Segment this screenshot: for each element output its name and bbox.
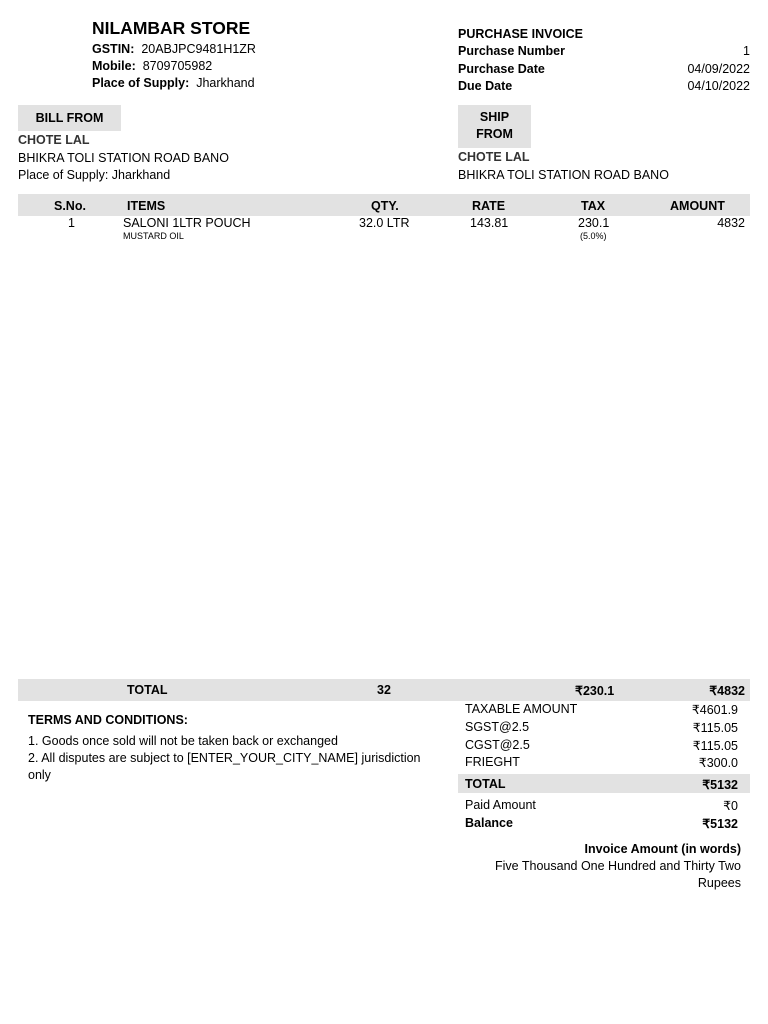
amount-in-words-line-1: Five Thousand One Hundred and Thirty Two bbox=[495, 859, 741, 873]
summary-total-value: ₹5132 bbox=[702, 778, 738, 792]
row-tax: 230.1 bbox=[578, 216, 610, 230]
totals-tax: ₹230.1 bbox=[575, 684, 615, 698]
header-rate: RATE bbox=[472, 199, 506, 213]
gstin-label: GSTIN: bbox=[92, 42, 135, 56]
amount-in-words-line-2: Rupees bbox=[697, 876, 741, 890]
amount-in-words-label: Invoice Amount (in words) bbox=[584, 842, 741, 856]
header-amount: AMOUNT bbox=[670, 199, 725, 213]
sgst-value: ₹115.05 bbox=[692, 721, 738, 735]
row-amount: 4832 bbox=[717, 216, 745, 230]
supply-value: Jharkhand bbox=[196, 76, 255, 90]
terms-line-2: 2. All disputes are subject to [ENTER_YOUR_CITY_NAME] jurisdiction only bbox=[28, 751, 421, 782]
mobile-label: Mobile: bbox=[92, 59, 136, 73]
row-sno: 1 bbox=[68, 216, 75, 230]
purchase-number-value: 1 bbox=[743, 44, 750, 58]
cgst-label: CGST@2.5 bbox=[465, 738, 530, 752]
balance-label: Balance bbox=[465, 816, 513, 830]
balance-value: ₹5132 bbox=[702, 817, 738, 831]
bill-from-supply: Place of Supply: Jharkhand bbox=[18, 168, 171, 182]
ship-from-heading bbox=[458, 105, 531, 148]
supply-label: Place of Supply: bbox=[92, 76, 190, 90]
ship-from-heading-line1: SHIP bbox=[479, 110, 510, 124]
bill-from-name: CHOTE LAL bbox=[18, 133, 90, 147]
header-items: ITEMS bbox=[127, 199, 166, 213]
row-item: SALONI 1LTR POUCH bbox=[123, 216, 251, 230]
bill-from-heading: BILL FROM bbox=[18, 105, 121, 131]
taxable-amount-label: TAXABLE AMOUNT bbox=[465, 702, 578, 716]
freight-value: ₹300.0 bbox=[698, 756, 738, 770]
paid-amount-value: ₹0 bbox=[723, 799, 738, 813]
store-gstin bbox=[92, 42, 256, 56]
store-name: NILAMBAR STORE bbox=[92, 18, 251, 38]
invoice-title: PURCHASE INVOICE bbox=[458, 27, 584, 41]
row-rate: 143.81 bbox=[470, 216, 509, 230]
taxable-amount-value: ₹4601.9 bbox=[691, 703, 738, 717]
header-sno: S.No. bbox=[54, 199, 86, 213]
ship-from-name: CHOTE LAL bbox=[458, 150, 530, 164]
gstin-value: 20ABJPC9481H1ZR bbox=[141, 42, 256, 56]
terms-heading: TERMS AND CONDITIONS: bbox=[28, 713, 188, 727]
totals-amount: ₹4832 bbox=[709, 684, 745, 698]
cgst-value: ₹115.05 bbox=[692, 739, 738, 753]
purchase-date-value: 04/09/2022 bbox=[687, 62, 750, 76]
row-item-sub: MUSTARD OIL bbox=[123, 231, 184, 241]
due-date-value: 04/10/2022 bbox=[687, 79, 750, 93]
terms-line-1: 1. Goods once sold will not be taken back or exchanged bbox=[28, 734, 338, 748]
bill-from-address: BHIKRA TOLI STATION ROAD BANO bbox=[18, 151, 229, 165]
row-qty: 32.0 LTR bbox=[359, 216, 410, 230]
mobile-value: 8709705982 bbox=[142, 59, 213, 73]
totals-qty: 32 bbox=[377, 683, 391, 697]
freight-label: FRIEGHT bbox=[465, 755, 520, 769]
sgst-label: SGST@2.5 bbox=[465, 720, 530, 734]
purchase-number-label: Purchase Number bbox=[458, 44, 565, 58]
header-tax: TAX bbox=[581, 199, 606, 213]
store-mobile bbox=[92, 59, 212, 73]
ship-from-address: BHIKRA TOLI STATION ROAD BANO bbox=[458, 168, 669, 182]
summary-total-label: TOTAL bbox=[465, 777, 506, 791]
ship-from-heading-line2: FROM bbox=[476, 127, 513, 141]
due-date-label: Due Date bbox=[458, 79, 513, 93]
header-qty: QTY. bbox=[371, 199, 399, 213]
store-supply bbox=[92, 76, 255, 90]
totals-label: TOTAL bbox=[127, 683, 168, 697]
paid-amount-label: Paid Amount bbox=[465, 798, 536, 812]
purchase-date-label: Purchase Date bbox=[458, 62, 545, 76]
row-tax-sub: (5.0%) bbox=[580, 231, 607, 241]
